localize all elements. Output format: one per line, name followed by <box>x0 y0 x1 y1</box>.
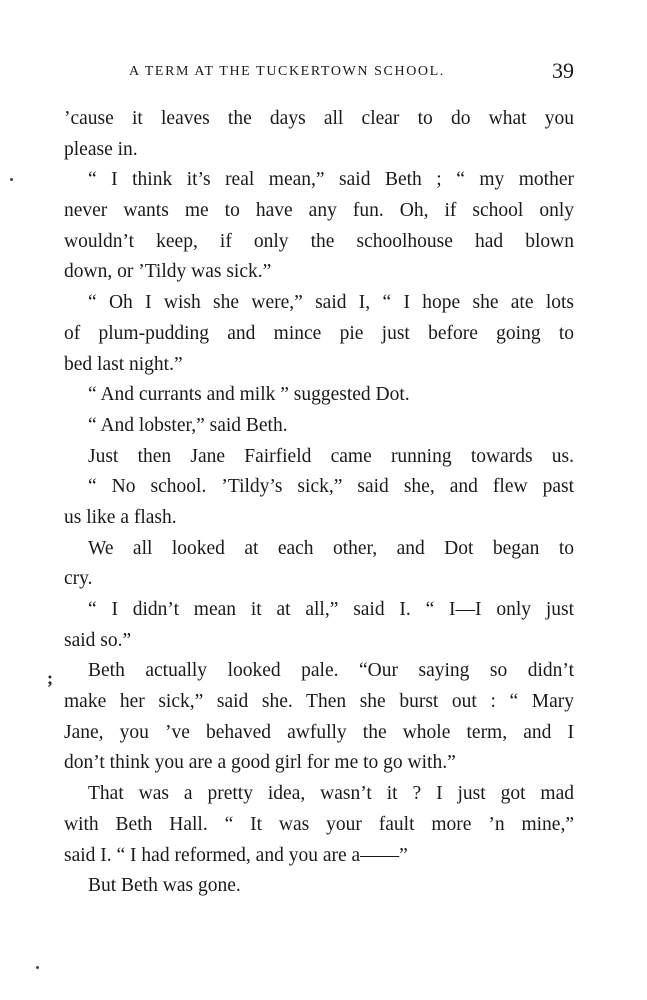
running-head <box>64 58 574 88</box>
text-line: with Beth Hall. “ It was your fault more ’n mine,” <box>64 813 574 835</box>
text-line: But Beth was gone. <box>88 875 241 897</box>
text-line: cry. <box>64 568 93 590</box>
text-line: Beth actually looked pale. “Our saying so didn’t <box>88 660 574 682</box>
text-line: We all looked at each other, and Dot began to <box>88 537 574 559</box>
text-line: of plum-pudding and mince pie just before going to <box>64 322 574 344</box>
text-line: “ And lobster,” said Beth. <box>88 414 288 436</box>
margin-mark: ; <box>47 668 53 688</box>
text-line: down, or ’Tildy was sick.” <box>64 261 272 283</box>
text-line: said so.” <box>64 629 132 651</box>
text-line: That was a pretty idea, wasn’t it ? I just got mad <box>88 783 574 805</box>
text-line: bed last night.” <box>64 353 183 375</box>
text-line: make her sick,” said she. Then she burst out : “ Mary <box>64 691 574 713</box>
text-line: “ I didn’t mean it at all,” said I. “ I—I only just <box>88 599 574 620</box>
text-line: Just then Jane Fairfield came running towards us. <box>88 445 574 467</box>
text-line: please in. <box>64 138 138 160</box>
text-line: wouldn’t keep, if only the schoolhouse had blown <box>64 230 574 252</box>
text-line: us like a flash. <box>64 506 177 528</box>
text-line: never wants me to have any fun. Oh, if school only <box>64 200 574 222</box>
text-line: Jane, you ’ve behaved awfully the whole term, and I <box>64 721 574 743</box>
print-speck <box>10 178 13 181</box>
running-title: A TERM AT THE TUCKERTOWN SCHOOL. <box>129 64 445 79</box>
text-line: said I. “ I had reformed, and you are a——” <box>64 844 408 866</box>
text-line: “ Oh I wish she were,” said I, “ I hope she ate lots <box>88 292 574 314</box>
text-line: “ I think it’s real mean,” said Beth ; “ my mother <box>88 169 574 191</box>
print-speck <box>36 966 39 969</box>
text-line: ’cause it leaves the days all clear to do what you <box>64 108 574 129</box>
page-number: 39 <box>552 58 574 83</box>
text-line: don’t think you are a good girl for me to go with.” <box>64 752 456 774</box>
text-line: “ And currants and milk ” suggested Dot. <box>88 384 410 406</box>
body-text <box>64 104 574 902</box>
text-line: “ No school. ’Tildy’s sick,” said she, and flew past <box>88 476 574 498</box>
